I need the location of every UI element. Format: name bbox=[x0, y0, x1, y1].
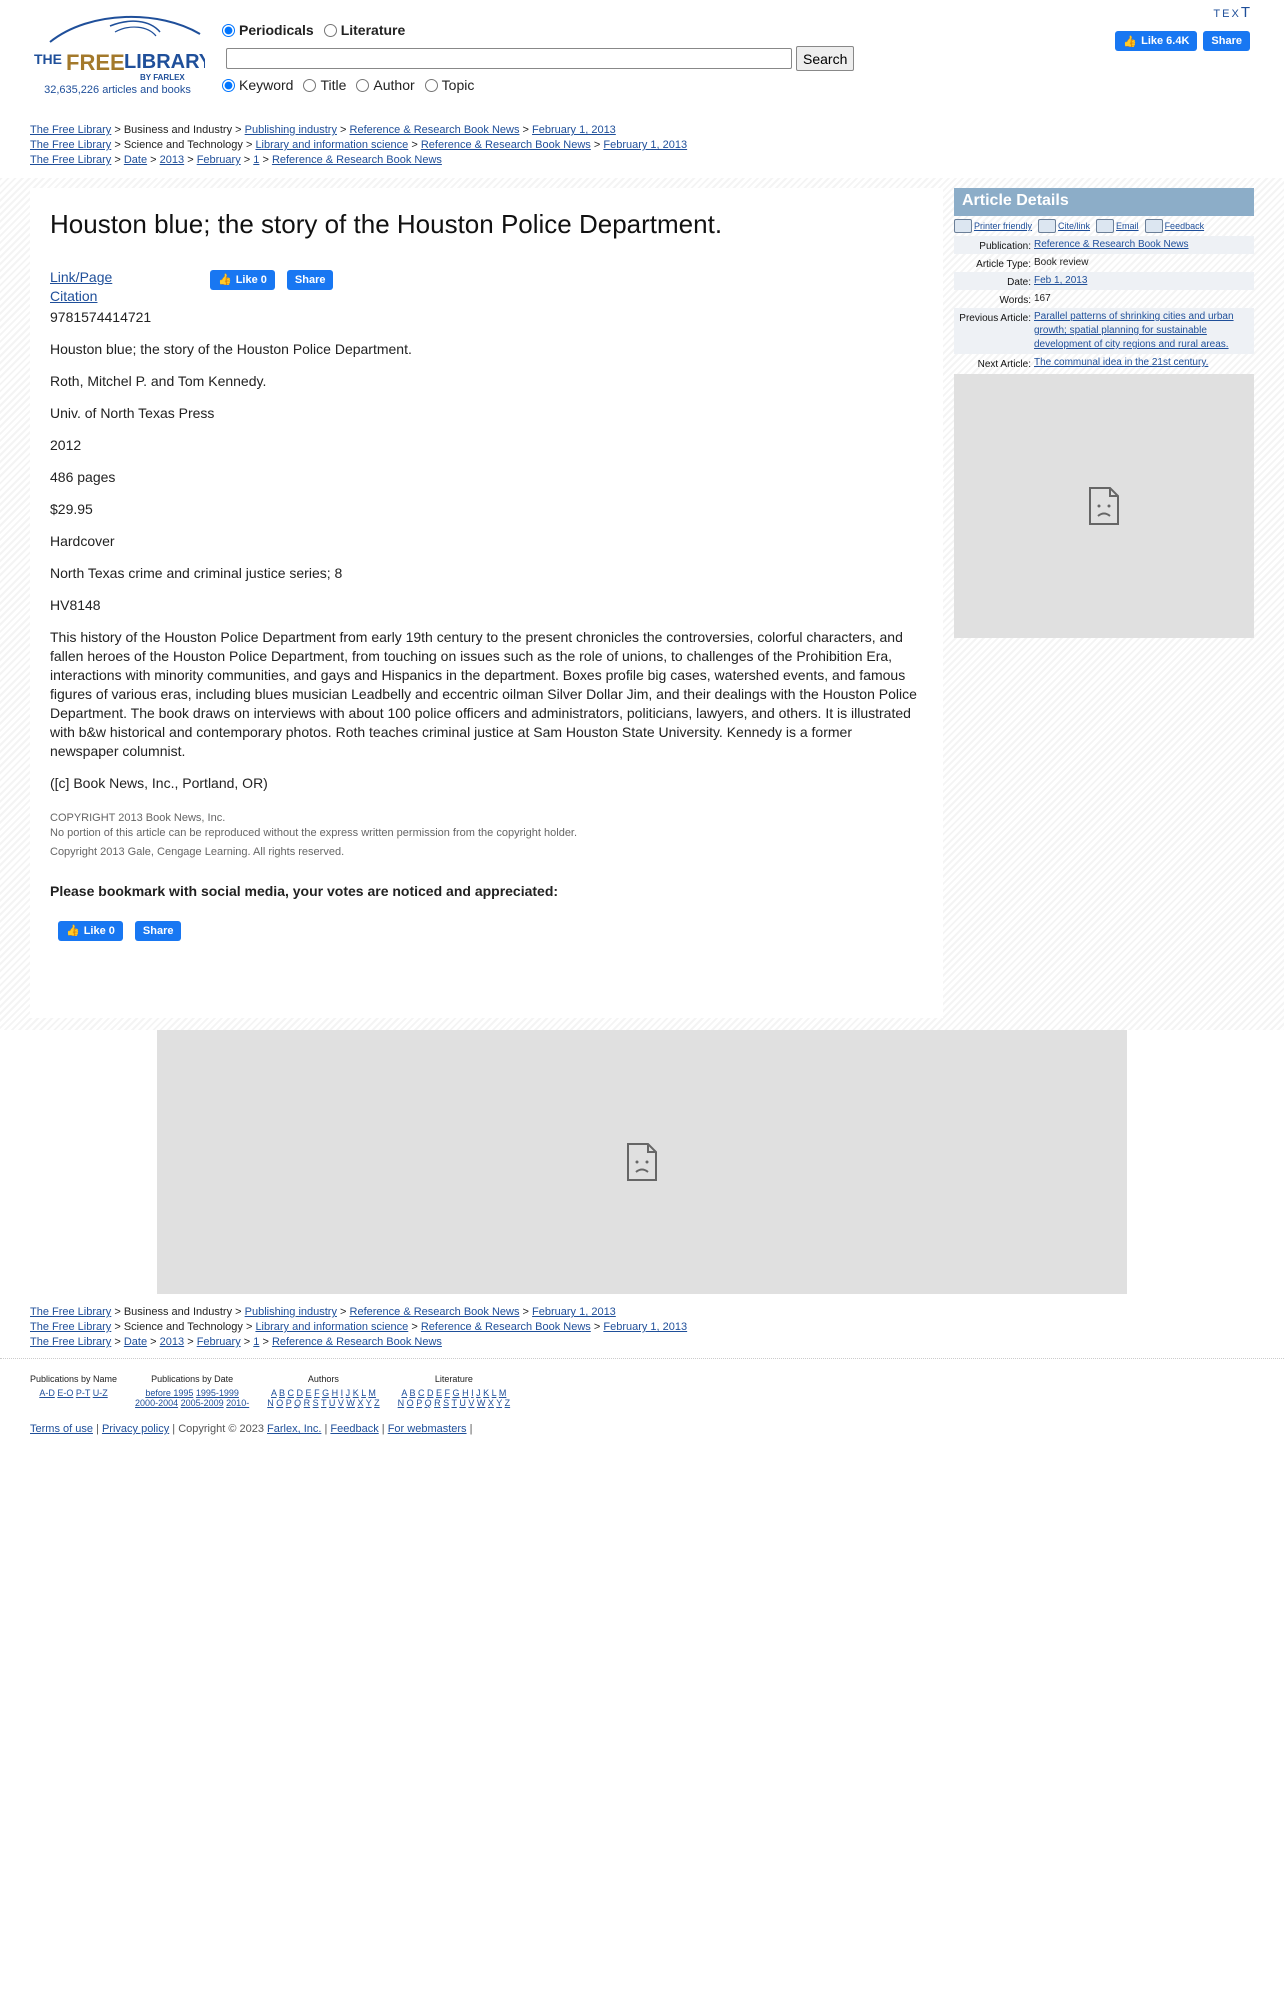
detail-label: Article Type: bbox=[976, 259, 1031, 270]
breadcrumb-link[interactable]: Date bbox=[123, 154, 148, 166]
detail-text: 167 bbox=[1034, 293, 1051, 304]
footer-index-link[interactable]: N bbox=[397, 1398, 405, 1408]
detail-row bbox=[954, 308, 1254, 354]
breadcrumb-separator: > bbox=[240, 154, 254, 166]
title-option[interactable]: Title bbox=[303, 77, 346, 93]
breadcrumb-link[interactable]: Reference & Research Book News bbox=[420, 139, 591, 151]
footer-index-link[interactable]: T bbox=[451, 1398, 457, 1408]
search-button[interactable]: Search bbox=[796, 46, 854, 71]
citation-link[interactable]: Citation bbox=[50, 288, 98, 304]
footer-links: Terms of use | Privacy policy | Copyright © 2023 Farlex, Inc. | Feedback | For webmasters | bbox=[30, 1423, 473, 1435]
breadcrumb-separator: > bbox=[111, 154, 124, 166]
bottom-ad bbox=[157, 1030, 1127, 1294]
link-icon bbox=[1038, 219, 1056, 233]
search-input[interactable] bbox=[226, 48, 792, 69]
footer-index-link[interactable]: O bbox=[406, 1398, 414, 1408]
detail-row bbox=[954, 236, 1254, 254]
footer-index-link[interactable]: P bbox=[285, 1398, 292, 1408]
footer-index-link[interactable]: Z bbox=[504, 1398, 511, 1408]
footer-index-link[interactable]: D bbox=[426, 1388, 434, 1398]
detail-value bbox=[1034, 308, 1254, 354]
footer-index-link[interactable]: A bbox=[401, 1388, 407, 1398]
breadcrumb bbox=[30, 1320, 687, 1335]
footer-index-link[interactable]: C bbox=[287, 1388, 295, 1398]
footer-index-link[interactable]: O bbox=[276, 1398, 284, 1408]
breadcrumb-link[interactable]: February 1, 2013 bbox=[532, 124, 616, 136]
footer-index-link[interactable]: Y bbox=[365, 1398, 372, 1408]
breadcrumbs-top bbox=[30, 123, 687, 168]
sidebar-ad bbox=[954, 374, 1254, 638]
breadcrumb-link[interactable]: Reference & Research Book News bbox=[420, 1321, 591, 1333]
breadcrumb-separator: > Business and Industry > bbox=[111, 1306, 245, 1318]
breadcrumb-link[interactable]: 2013 bbox=[159, 1336, 185, 1348]
footer-index-link[interactable]: W bbox=[346, 1398, 355, 1408]
breadcrumb-link[interactable]: February bbox=[196, 1336, 241, 1348]
feedback-link[interactable]: Feedback bbox=[1145, 219, 1205, 233]
breadcrumb-link[interactable]: The Free Library bbox=[30, 1336, 112, 1348]
detail-text: Book review bbox=[1034, 257, 1089, 268]
breadcrumb-separator: > bbox=[240, 1336, 254, 1348]
breadcrumb-link[interactable]: Library and information science bbox=[255, 139, 409, 151]
farlex-link[interactable]: Farlex, Inc. bbox=[267, 1423, 322, 1435]
breadcrumb-link[interactable]: Publishing industry bbox=[244, 1306, 337, 1318]
footer-index-link[interactable]: V bbox=[468, 1398, 475, 1408]
breadcrumb-link[interactable]: Reference & Research Book News bbox=[271, 1336, 442, 1348]
detail-link[interactable]: The communal idea in the 21st century. bbox=[1034, 357, 1209, 368]
footer-index-link[interactable]: P bbox=[416, 1398, 423, 1408]
thumbs-up-icon: 👍 bbox=[218, 273, 232, 286]
feedback-icon bbox=[1145, 219, 1163, 233]
article-paragraph: North Texas crime and criminal justice series; 8 bbox=[50, 565, 343, 581]
footer-index-link[interactable]: X bbox=[357, 1398, 364, 1408]
detail-label: Publication: bbox=[979, 241, 1031, 252]
detail-label: Date: bbox=[1007, 277, 1031, 288]
breadcrumb-separator: > bbox=[336, 1306, 350, 1318]
footer-list bbox=[30, 1374, 117, 1408]
article-title: Houston blue; the story of the Houston Police Department. bbox=[50, 209, 723, 239]
footer-list bbox=[267, 1374, 379, 1408]
footer-index-link[interactable]: Q bbox=[294, 1398, 302, 1408]
text-size-control[interactable]: TEXT bbox=[1213, 4, 1252, 21]
breadcrumb-separator: > bbox=[336, 124, 350, 136]
footer-index-link[interactable]: N bbox=[267, 1398, 274, 1408]
footer-list-heading: Publications by Name bbox=[30, 1374, 118, 1384]
article-body bbox=[50, 340, 920, 793]
footer-index-link[interactable]: Q bbox=[424, 1398, 432, 1408]
svg-text:BY FARLEX: BY FARLEX bbox=[140, 73, 185, 82]
printer-friendly-link[interactable]: Printer friendly bbox=[954, 219, 1032, 233]
footer-index-link[interactable]: P-T bbox=[75, 1388, 91, 1398]
breadcrumb bbox=[30, 123, 687, 138]
detail-row bbox=[954, 254, 1254, 272]
footer-index-link[interactable]: J bbox=[345, 1388, 351, 1398]
facebook-like-button[interactable]: 👍 Like 0 bbox=[210, 270, 275, 290]
detail-value bbox=[1034, 254, 1254, 272]
footer-index-link[interactable]: Y bbox=[496, 1398, 503, 1408]
footer-divider bbox=[0, 1358, 1284, 1359]
breadcrumb-link[interactable]: The Free Library bbox=[30, 154, 112, 166]
footer-index-link[interactable]: S bbox=[312, 1398, 319, 1408]
footer-index-link[interactable]: E-O bbox=[57, 1388, 74, 1398]
breadcrumb-separator: > bbox=[147, 154, 160, 166]
breadcrumb-link[interactable]: Date bbox=[123, 1336, 148, 1348]
footer-index-link[interactable]: V bbox=[337, 1398, 344, 1408]
svg-text:LIBRARY: LIBRARY bbox=[124, 51, 205, 73]
footer-index-link[interactable]: J bbox=[476, 1388, 481, 1398]
detail-label: Words: bbox=[999, 295, 1031, 306]
footer-index-link[interactable]: A-D bbox=[39, 1388, 55, 1398]
breadcrumb-link[interactable]: 1 bbox=[253, 154, 260, 166]
footer-index-link[interactable]: E bbox=[436, 1388, 443, 1398]
footer-index-link[interactable]: G bbox=[452, 1388, 460, 1398]
footer-index-link[interactable]: K bbox=[483, 1388, 490, 1398]
footer-index-link[interactable]: X bbox=[487, 1398, 494, 1408]
footer-list-row bbox=[398, 1398, 510, 1408]
breadcrumb-link[interactable]: The Free Library bbox=[30, 124, 112, 136]
breadcrumb-link[interactable]: February 1, 2013 bbox=[532, 1306, 616, 1318]
privacy-link[interactable]: Privacy policy bbox=[101, 1423, 170, 1435]
breadcrumb-link[interactable]: 1 bbox=[253, 1336, 260, 1348]
breadcrumb-separator: > bbox=[519, 1306, 533, 1318]
breadcrumb-link[interactable]: February 1, 2013 bbox=[603, 139, 688, 151]
facebook-share-button[interactable]: Share bbox=[1203, 31, 1250, 51]
copyright-text: Copyright © 2023 bbox=[178, 1423, 264, 1435]
email-link[interactable]: Email bbox=[1096, 219, 1139, 233]
footer-index-link[interactable]: I bbox=[471, 1388, 474, 1398]
article-tools bbox=[954, 216, 1254, 236]
footer-index-link[interactable]: F bbox=[314, 1388, 320, 1398]
footer-list-heading: Literature bbox=[434, 1374, 473, 1384]
breadcrumb-separator: > Science and Technology > bbox=[111, 1321, 256, 1333]
footer-index-link[interactable]: B bbox=[409, 1388, 416, 1398]
footer-index-link[interactable]: A bbox=[270, 1388, 277, 1398]
article-paragraph: 486 pages bbox=[50, 469, 116, 485]
breadcrumb bbox=[30, 138, 687, 153]
detail-value bbox=[1034, 354, 1254, 372]
isbn: 9781574414721 bbox=[50, 309, 152, 325]
bookmark-prompt: Please bookmark with social media, your votes are noticed and appreciated: bbox=[50, 883, 559, 899]
cite-link[interactable]: Cite/link bbox=[1038, 219, 1090, 233]
footer-index-link[interactable]: H bbox=[462, 1388, 469, 1398]
article-paragraph: Hardcover bbox=[50, 533, 115, 549]
footer-index-link[interactable]: I bbox=[340, 1388, 344, 1398]
footer-index-link[interactable]: B bbox=[278, 1388, 285, 1398]
article-paragraph: This history of the Houston Police Department from early 19th century to the present chronicles the controversies, colorful characters, and fallen heroes of the Houston Police Department, from touching on issues such as the role of unions, to challenges of the Prohibition Era, interactions with minority communities, and gays and Hispanics in the department. Boxes profile big cases, watershed events, and famous figures of various eras, including blues musician Leadbelly and eccentric oilman Silver Dollar Jim, and their dealings with the Houston Police Department. The book draws on interviews with about 100 police officers and administrators, politicians, lawyers, and others. It is illustrated with b&w historical and contemporary photos. Roth teaches criminal justice at Sam Houston State University. Kennedy is a former newspaper columnist. bbox=[50, 629, 917, 759]
facebook-like-button[interactable]: 👍 Like 0 bbox=[58, 921, 123, 941]
breadcrumb-link[interactable]: 2013 bbox=[159, 154, 185, 166]
detail-label: Previous Article: bbox=[959, 313, 1031, 324]
keyword-option[interactable]: Keyword bbox=[222, 77, 293, 93]
webmasters-link[interactable]: For webmasters bbox=[387, 1423, 467, 1435]
footer-index-link[interactable]: L bbox=[491, 1388, 497, 1398]
breadcrumb-link[interactable]: Reference & Research Book News bbox=[349, 1306, 520, 1318]
footer-index bbox=[30, 1374, 528, 1408]
footer-list-row bbox=[135, 1388, 249, 1398]
breadcrumb-separator: > bbox=[184, 154, 197, 166]
facebook-like-button[interactable]: 👍 Like 6.4K bbox=[1115, 31, 1197, 51]
field-options bbox=[222, 77, 854, 93]
footer-list-row bbox=[135, 1398, 249, 1408]
breadcrumb-separator: > bbox=[590, 139, 604, 151]
footer-list bbox=[398, 1374, 510, 1408]
detail-value bbox=[1034, 272, 1254, 290]
footer-index-link[interactable]: T bbox=[321, 1398, 327, 1408]
article-details-heading: Article Details bbox=[954, 188, 1254, 216]
footer-list-row bbox=[30, 1388, 117, 1398]
footer-index-link[interactable]: D bbox=[296, 1388, 304, 1398]
footer-index-link[interactable]: K bbox=[352, 1388, 359, 1398]
footer-index-link[interactable]: Z bbox=[374, 1398, 380, 1408]
article-paragraph: Houston blue; the story of the Houston Police Department. bbox=[50, 341, 412, 357]
breadcrumb-link[interactable]: The Free Library bbox=[30, 139, 112, 151]
thumbs-up-icon: 👍 bbox=[66, 924, 80, 937]
facebook-share-button[interactable]: Share bbox=[135, 921, 182, 941]
terms-link[interactable]: Terms of use bbox=[30, 1423, 93, 1435]
footer-index-link[interactable]: before 1995 bbox=[145, 1388, 194, 1398]
breadcrumb-separator: > bbox=[259, 154, 272, 166]
footer-index-link[interactable]: M bbox=[368, 1388, 376, 1398]
printer-icon bbox=[954, 219, 972, 233]
detail-row bbox=[954, 290, 1254, 308]
breadcrumb bbox=[30, 1305, 687, 1320]
feedback-link[interactable]: Feedback bbox=[330, 1423, 379, 1435]
footer-index-link[interactable]: U bbox=[459, 1398, 466, 1408]
breadcrumb-link[interactable]: Reference & Research Book News bbox=[349, 124, 520, 136]
breadcrumb-link[interactable]: February bbox=[196, 154, 241, 166]
breadcrumb-link[interactable]: Reference & Research Book News bbox=[271, 154, 442, 166]
article-paragraph: Roth, Mitchel P. and Tom Kennedy. bbox=[50, 373, 267, 389]
footer-list-heading: Authors bbox=[307, 1374, 339, 1384]
svg-text:FREE: FREE bbox=[66, 50, 125, 75]
breadcrumb-separator: > Business and Industry > bbox=[111, 124, 245, 136]
footer-list-row bbox=[267, 1398, 379, 1408]
footer-index-link[interactable]: G bbox=[322, 1388, 330, 1398]
footer-list-row bbox=[398, 1388, 510, 1398]
footer-index-link[interactable]: S bbox=[443, 1398, 450, 1408]
breadcrumb-separator: > bbox=[408, 139, 421, 151]
footer-index-link[interactable]: 2000-2004 bbox=[135, 1398, 179, 1408]
article-paragraph: ([c] Book News, Inc., Portland, OR) bbox=[50, 775, 268, 791]
breadcrumb-link[interactable]: The Free Library bbox=[30, 1306, 112, 1318]
breadcrumb-separator: > bbox=[184, 1336, 197, 1348]
link-page-link[interactable]: Link/Page bbox=[50, 269, 113, 285]
footer-index-link[interactable]: U bbox=[328, 1398, 336, 1408]
article-details-list bbox=[954, 236, 1254, 372]
copyright-notice: COPYRIGHT 2013 Book News, Inc. No portion of this article can be reproduced without the express written permission from the copyright holder. Copyright 2013 Gale, Cengage Learning. All rights reserved. bbox=[50, 812, 578, 858]
footer-index-link[interactable]: U-Z bbox=[92, 1388, 108, 1398]
source-options bbox=[222, 22, 854, 38]
email-icon bbox=[1096, 219, 1114, 233]
breadcrumb-link[interactable]: Publishing industry bbox=[244, 124, 337, 136]
breadcrumb-separator: > bbox=[147, 1336, 160, 1348]
detail-link[interactable]: Reference & Research Book News bbox=[1034, 239, 1189, 250]
detail-link[interactable]: Parallel patterns of shrinking cities and urban growth; spatial planning for sustainable development of city regions and rural areas. bbox=[1034, 311, 1234, 350]
article-paragraph: $29.95 bbox=[50, 501, 93, 517]
footer-index-link[interactable]: M bbox=[498, 1388, 507, 1398]
footer-index-link[interactable]: C bbox=[417, 1388, 425, 1398]
detail-value bbox=[1034, 290, 1254, 308]
article-panel bbox=[30, 188, 943, 1018]
breadcrumb-separator: > Science and Technology > bbox=[111, 139, 256, 151]
svg-text:THE: THE bbox=[34, 51, 62, 67]
footer-index-link[interactable]: 2010- bbox=[226, 1398, 250, 1408]
article-details-panel bbox=[954, 188, 1254, 638]
breadcrumb bbox=[30, 153, 687, 168]
literature-option[interactable]: Literature bbox=[324, 22, 406, 38]
topic-option[interactable]: Topic bbox=[425, 77, 475, 93]
breadcrumb bbox=[30, 1335, 687, 1350]
thumbs-up-icon: 👍 bbox=[1123, 35, 1138, 48]
site-logo[interactable] bbox=[30, 14, 205, 84]
periodicals-option[interactable]: Periodicals bbox=[222, 22, 314, 38]
breadcrumb-link[interactable]: February 1, 2013 bbox=[603, 1321, 688, 1333]
article-paragraph: 2012 bbox=[50, 437, 82, 453]
footer-index-link[interactable]: L bbox=[361, 1388, 366, 1398]
author-option[interactable]: Author bbox=[356, 77, 414, 93]
broken-image-icon bbox=[1088, 486, 1120, 526]
broken-image-icon bbox=[626, 1142, 658, 1182]
breadcrumbs-bottom bbox=[30, 1305, 687, 1350]
footer-index-link[interactable]: R bbox=[303, 1398, 311, 1408]
article-paragraph: Univ. of North Texas Press bbox=[50, 405, 215, 421]
article-count: 32,635,226 articles and books bbox=[44, 84, 191, 96]
footer-index-link[interactable]: R bbox=[434, 1398, 441, 1408]
footer-index-link[interactable]: 2005-2009 bbox=[180, 1398, 224, 1408]
breadcrumb-separator: > bbox=[259, 1336, 272, 1348]
footer-index-link[interactable]: H bbox=[331, 1388, 339, 1398]
footer-index-link[interactable]: 1995-1999 bbox=[195, 1388, 239, 1398]
detail-link[interactable]: Feb 1, 2013 bbox=[1034, 275, 1088, 286]
footer-index-link[interactable]: F bbox=[444, 1388, 451, 1398]
breadcrumb-separator: > bbox=[519, 124, 533, 136]
footer-list-row bbox=[267, 1388, 379, 1398]
detail-label: Next Article: bbox=[977, 359, 1031, 370]
detail-row bbox=[954, 354, 1254, 372]
detail-value bbox=[1034, 236, 1254, 254]
footer-index-link[interactable]: W bbox=[476, 1398, 486, 1408]
footer-list bbox=[135, 1374, 249, 1408]
article-paragraph: HV8148 bbox=[50, 597, 101, 613]
facebook-widget bbox=[1115, 31, 1250, 51]
breadcrumb-link[interactable]: The Free Library bbox=[30, 1321, 112, 1333]
facebook-share-button[interactable]: Share bbox=[287, 270, 334, 290]
breadcrumb-separator: > bbox=[111, 1336, 124, 1348]
breadcrumb-separator: > bbox=[408, 1321, 421, 1333]
breadcrumb-separator: > bbox=[590, 1321, 604, 1333]
detail-row bbox=[954, 272, 1254, 290]
breadcrumb-link[interactable]: Library and information science bbox=[255, 1321, 409, 1333]
footer-list-heading: Publications by Date bbox=[151, 1374, 234, 1384]
footer-index-link[interactable]: E bbox=[305, 1388, 312, 1398]
search-form bbox=[222, 22, 854, 93]
